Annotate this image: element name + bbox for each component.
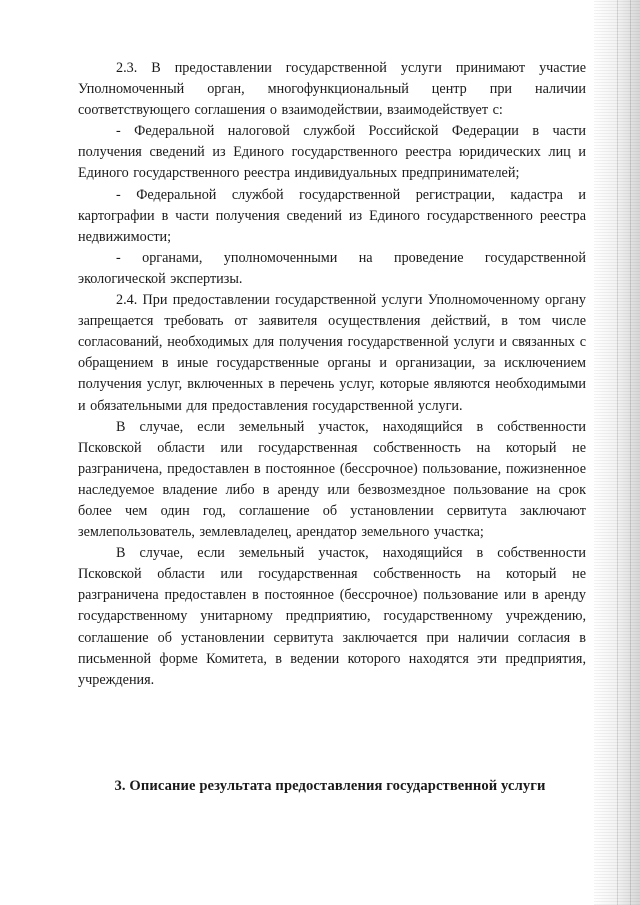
paragraph-land-case-2: В случае, если земельный участок, находящийся в собственности Псковской области или государственная собственность на который не разграничена предоставлен в постоянное (бессрочное) пользование или в аренду государственному унитарному предприятию, государственному учреждению, соглашение об установлении сервитута заключается при наличии согласия в письменной форме Комитета, в ведении которого находятся эти предприятия, учреждения.	[78, 545, 586, 688]
paragraph-rosreestr: - Федеральной службой государственной регистрации, кадастра и картографии в части получения сведений из Единого государственного реестра недвижимости;	[78, 186, 586, 245]
document-body	[78, 58, 586, 691]
scan-edge-line	[617, 0, 618, 905]
paragraph-fns: - Федеральной налоговой службой Российской Федерации в части получения сведений из Единого государственного реестра юридических лиц и Единого государственного реестра индивидуальных предпринимателей;	[78, 123, 586, 182]
section-heading: 3. Описание результата предоставления государственной услуги	[114, 778, 546, 794]
scan-edge-line	[630, 0, 631, 905]
paragraph-eco-expertise: - органами, уполномоченными на проведение государственной экологической экспертизы.	[78, 249, 586, 287]
paragraph-2-4: 2.4. При предоставлении государственной услуги Уполномоченному органу запрещается требовать от заявителя осуществления действий, в том числе согласований, необходимых для получения государственной услуги и связанных с обращением в иные государственные органы и организации, за исключением получения услуг, включенных в перечень услуг, которые являются необходимыми и обязательными для предоставления государственной услуги.	[78, 292, 586, 414]
paragraph-land-case-1: В случае, если земельный участок, находящийся в собственности Псковской области или государственная собственность на который не разграничена, предоставлен в постоянное (бессрочное) пользование, пожизненное наследуемое владение либо в аренду или безвозмездное пользование на срок более чем один год, соглашение об установлении сервитута заключают землепользователь, землевладелец, арендатор земельного участка;	[78, 418, 586, 541]
paragraph-2-3: 2.3. В предоставлении государственной услуги принимают участие Уполномоченный орган, многофункциональный центр при наличии соответствующего соглашения о взаимодействии, взаимодействует с:	[78, 60, 586, 119]
